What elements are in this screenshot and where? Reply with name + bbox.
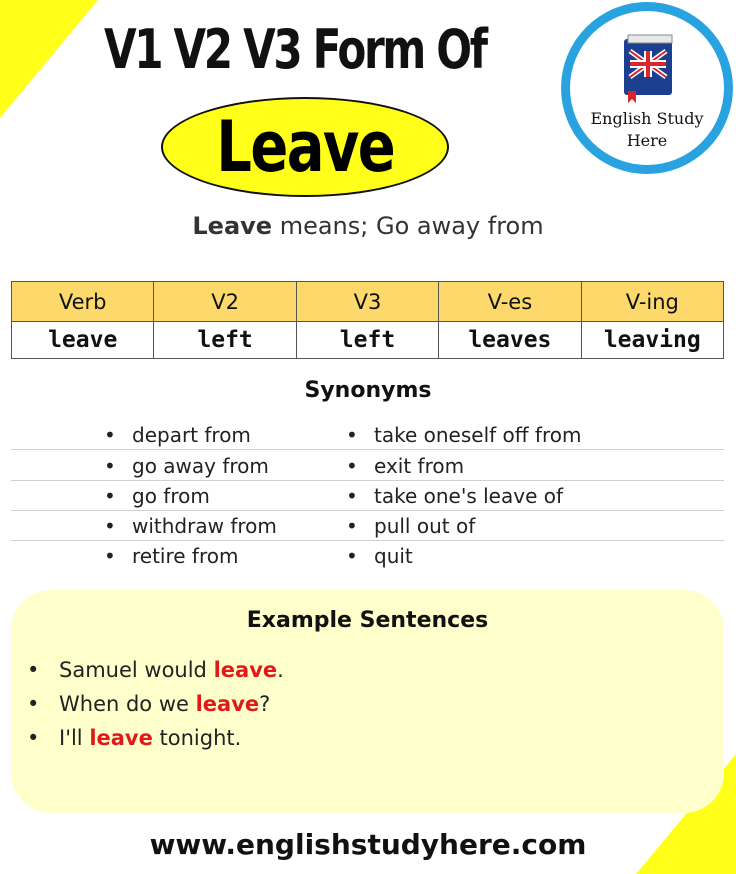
meaning-word: Leave [192, 212, 273, 240]
example-highlight: leave [213, 658, 278, 682]
logo-text-line1: English Study [590, 109, 704, 128]
example-sentence [59, 726, 241, 750]
website-link[interactable]: www.englishstudyhere.com [149, 828, 587, 861]
corner-decoration-top-left [0, 0, 110, 120]
example-sentences-box [11, 590, 724, 813]
site-logo[interactable] [561, 2, 733, 174]
example-text: I'll [59, 726, 90, 750]
header-v-ing: V-ing [581, 282, 723, 322]
synonym-row [11, 480, 724, 511]
synonyms-title: Synonyms [304, 378, 432, 403]
logo-inner-circle [570, 11, 724, 165]
examples-title: Example Sentences [246, 608, 489, 633]
synonym-item: • pull out of [374, 514, 475, 538]
logo-text-line2: Here [626, 131, 668, 150]
synonym-row [11, 419, 724, 450]
cell-v3: left [296, 322, 438, 359]
cell-v-es: leaves [439, 322, 581, 359]
header-v3: V3 [296, 282, 438, 322]
synonym-item: • go away from [132, 454, 269, 478]
cell-v-ing: leaving [581, 322, 723, 359]
cell-v2: left [154, 322, 296, 359]
example-text: When do we [59, 692, 196, 716]
example-sentence [59, 658, 284, 682]
synonym-row [11, 540, 724, 571]
synonym-item: • take one's leave of [374, 484, 563, 508]
synonym-item: • depart from [132, 423, 251, 447]
synonym-row [11, 450, 724, 481]
synonym-item: • retire from [132, 544, 238, 568]
synonym-item: • go from [132, 484, 210, 508]
example-text: tonight. [152, 726, 242, 750]
table-header-row [12, 282, 724, 322]
verb-forms-table [11, 281, 724, 359]
header-v-es: V-es [439, 282, 581, 322]
example-highlight: leave [89, 726, 153, 750]
table-row [12, 322, 724, 359]
example-highlight: leave [195, 692, 260, 716]
example-text: Samuel would [59, 658, 214, 682]
cell-verb: leave [12, 322, 154, 359]
verb-oval-badge [161, 97, 449, 197]
synonym-item: • exit from [374, 454, 464, 478]
example-sentence [59, 692, 270, 716]
example-text: . [277, 658, 284, 682]
synonym-row [11, 510, 724, 541]
synonym-item: • quit [374, 544, 413, 568]
header-v2: V2 [154, 282, 296, 322]
verb-word: Leave [216, 106, 394, 188]
example-text: ? [259, 692, 271, 716]
synonym-item: • take oneself off from [374, 423, 581, 447]
header-verb: Verb [12, 282, 154, 322]
verb-meaning [0, 212, 736, 240]
meaning-text: means; Go away from [272, 212, 544, 240]
page-title: V1 V2 V3 Form Of [104, 18, 486, 81]
book-with-uk-flag-icon [620, 33, 676, 107]
synonym-item: • withdraw from [132, 514, 277, 538]
